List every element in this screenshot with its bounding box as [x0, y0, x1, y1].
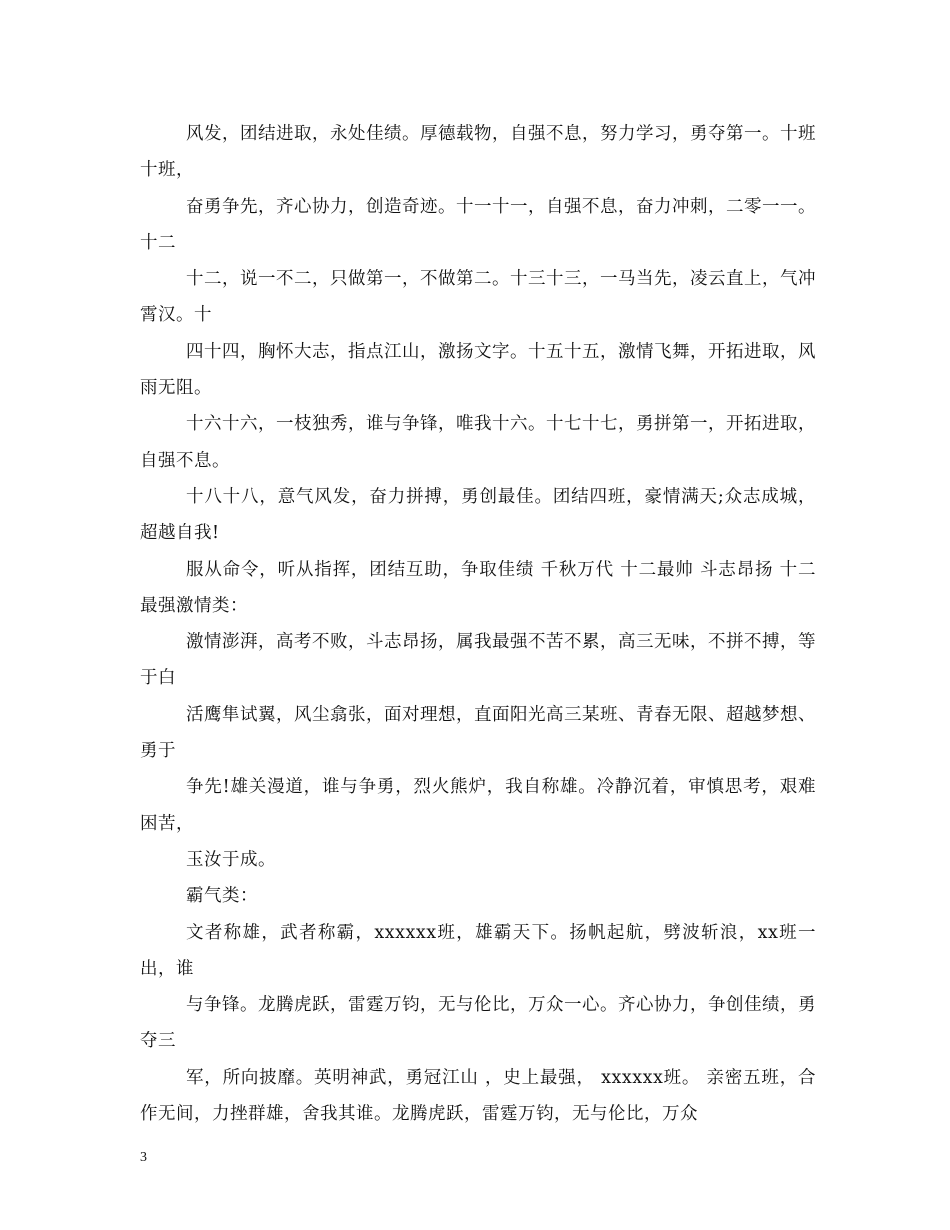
- paragraph: 四十四，胸怀大志，指点江山，激扬文字。十五十五，激情飞舞，开拓进取，风雨无阻。: [140, 341, 816, 399]
- paragraph: 争先!雄关漫道，谁与争勇，烈火熊炉，我自称雄。冷静沉着，审慎思考，艰难困苦，: [140, 777, 816, 834]
- paragraph: 十二，说一不二，只做第一，不做第二。十三十三，一马当先，凌云直上，气冲霄汉。十: [140, 269, 816, 326]
- paragraph: 文者称雄，武者称霸，xxxxxx班，雄霸天下。扬帆起航，劈波斩浪，xx班一出，谁: [140, 922, 816, 979]
- section-heading: 霸气类：: [186, 886, 258, 907]
- paragraph: 军，所向披靡。英明神武，勇冠江山 ，史上最强， xxxxxx班。 亲密五班，合作无间，力挫群雄，舍我其谁。龙腾虎跃，雷霆万钧，无与伦比，万众: [140, 1067, 816, 1125]
- paragraph: 十六十六，一枝独秀，谁与争锋，唯我十六。十七十七，勇拼第一，开拓进取，自强不息。: [140, 414, 816, 471]
- paragraph: 玉汝于成。: [186, 849, 276, 870]
- paragraph: 服从命令，听从指挥，团结互助，争取佳绩 千秋万代 十二最帅 斗志昂扬 十二最强激情类：: [140, 559, 816, 616]
- document-body: [140, 116, 816, 1132]
- paragraph: 激情澎湃，高考不败，斗志昂扬，属我最强不苦不累，高三无味，不拼不搏，等于白: [140, 632, 816, 689]
- paragraph: 与争锋。龙腾虎跃，雷霆万钧，无与伦比，万众一心。齐心协力，争创佳绩，勇夺三: [140, 995, 816, 1052]
- paragraph: 奋勇争先，齐心协力，创造奇迹。十一十一，自强不息，奋力冲刺，二零一一。十二: [140, 196, 816, 253]
- paragraph: 活鹰隼试翼，风尘翕张，面对理想，直面阳光高三某班、青春无限、超越梦想、勇于: [140, 704, 816, 762]
- page-number: 3: [140, 1150, 147, 1165]
- paragraph: 十八十八，意气风发，奋力拼搏，勇创最佳。团结四班，豪情满天;众志成城，超越自我!: [140, 486, 816, 544]
- paragraph: 风发，团结进取，永处佳绩。厚德载物，自强不息，努力学习，勇夺第一。十班十班，: [140, 124, 816, 181]
